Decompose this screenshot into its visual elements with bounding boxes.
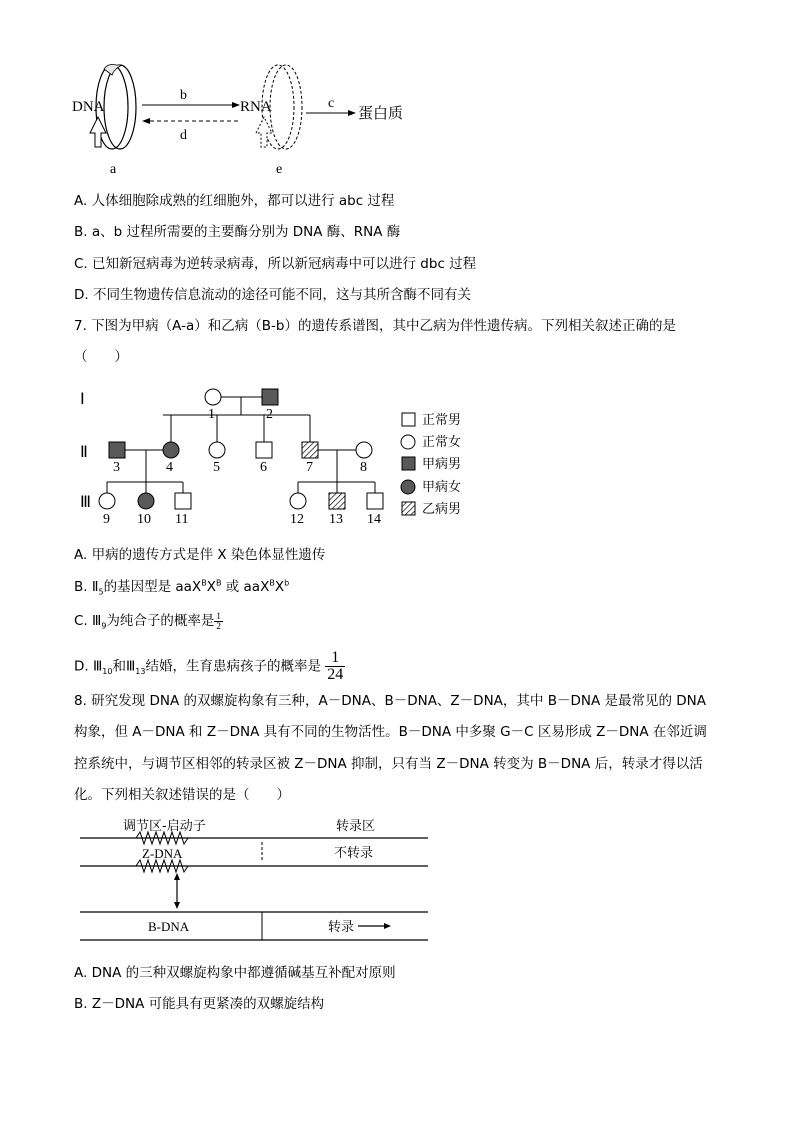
central-dogma-figure xyxy=(60,55,440,180)
reverse-arrow-icon xyxy=(256,117,272,147)
q7-option-c: C. $Ⅲ_9$为纯合子的概率是 $\frac{1}{2}$ xyxy=(74,610,221,631)
q6-option-b: B. a、b 过程所需要的主要酶分别为 DNA 酶、RNA 酶 xyxy=(74,224,401,240)
individual-1 xyxy=(205,389,221,405)
label-a: a xyxy=(110,162,117,177)
individual-11 xyxy=(175,493,191,509)
number-11: 11 xyxy=(175,512,189,527)
down-arrow-icon xyxy=(174,902,180,909)
fraction-one-twentyfourth: $\frac{1}{24}$ xyxy=(327,649,344,683)
q7-option-a: A. 甲病的遗传方式是伴 X 染色体显性遗传 xyxy=(74,547,326,563)
legend-normal-female: 正常女 xyxy=(422,435,462,450)
label-b: b xyxy=(180,88,187,103)
zdna-bdna-figure xyxy=(78,812,438,952)
transcription-label: 转录 xyxy=(328,920,355,935)
number-1: 1 xyxy=(208,407,215,422)
no-transcription-label: 不转录 xyxy=(334,846,374,861)
q7-stem-line1: 7. 下图为甲病（A-a）和乙病（B-b）的遗传系谱图，其中乙病为伴性遗传病。下列相关叙述正确的是 xyxy=(74,318,676,334)
bdna-label: B-DNA xyxy=(148,919,190,934)
generation-2-label: Ⅱ xyxy=(80,444,88,461)
q6-option-c: C. 已知新冠病毒为逆转录病毒，所以新冠病毒中可以进行 dbc 过程 xyxy=(74,256,477,272)
zdna-label: Z-DNA xyxy=(142,846,183,861)
fraction-one-half: $\frac{1}{2}$ xyxy=(216,610,221,631)
individual-7 xyxy=(302,442,318,458)
number-6: 6 xyxy=(260,460,267,475)
legend-disease-a-male: 甲病男 xyxy=(422,457,462,472)
individual-6 xyxy=(256,442,272,458)
individual-5 xyxy=(209,442,225,458)
number-13: 13 xyxy=(329,512,343,527)
q8-option-b: B. Z－DNA 可能具有更紧凑的双螺旋结构 xyxy=(74,996,325,1012)
dna-label: DNA xyxy=(72,99,105,115)
pedigree-legend xyxy=(401,412,461,517)
label-c: c xyxy=(328,96,335,111)
q8-stem-line3: 控系统中，与调节区相邻的转录区被 Z－DNA 抑制，只有当 Z－DNA 转变为 B－DNA 后，转录才得以活 xyxy=(74,756,703,772)
number-14: 14 xyxy=(367,512,381,527)
number-12: 12 xyxy=(290,512,304,527)
pedigree-chart xyxy=(70,380,490,530)
legend-normal-male-icon xyxy=(402,413,415,426)
q6-option-d: D. 不同生物遗传信息流动的途径可能不同，这与其所含酶不同有关 xyxy=(74,287,471,303)
legend-disease-a-male-icon xyxy=(402,457,415,470)
number-10: 10 xyxy=(137,512,151,527)
q8-stem-line2: 构象，但 A－DNA 和 Z－DNA 具有不同的生物活性。B－DNA 中多聚 G－C 区易形成 Z－DNA 在邻近调 xyxy=(74,724,707,740)
individual-12 xyxy=(290,493,306,509)
number-8: 8 xyxy=(360,460,367,475)
individual-3 xyxy=(109,442,125,458)
arrow-b-icon xyxy=(232,102,240,108)
legend-disease-a-female: 甲病女 xyxy=(422,480,462,495)
transcription-region-label: 转录区 xyxy=(336,819,376,834)
transcription-arrow-icon xyxy=(384,923,391,929)
number-7: 7 xyxy=(306,460,313,475)
arrow-c-icon xyxy=(348,110,356,116)
q7-stem-line2: （ ） xyxy=(74,349,128,365)
q6-option-a: A. 人体细胞除成熟的红细胞外，都可以进行 abc 过程 xyxy=(74,193,395,209)
legend-normal-female-icon xyxy=(401,435,415,449)
individual-13 xyxy=(329,493,345,509)
number-9: 9 xyxy=(103,512,110,527)
number-2: 2 xyxy=(266,407,273,422)
individual-4 xyxy=(163,442,179,458)
number-4: 4 xyxy=(166,460,173,475)
q7-option-d: D. $Ⅲ_{10}$和$Ⅲ_{13}$结婚，生育患病孩子的概率是 $\frac{1}{24}$ xyxy=(74,649,344,683)
number-3: 3 xyxy=(113,460,120,475)
rna-label: RNA xyxy=(240,99,272,115)
protein-label: 蛋白质 xyxy=(358,104,404,122)
label-d: d xyxy=(180,128,187,143)
legend-normal-male: 正常男 xyxy=(422,413,462,428)
label-e: e xyxy=(276,162,283,177)
q8-stem-line1: 8. 研究发现 DNA 的双螺旋构象有三种，A－DNA、B－DNA、Z－DNA，其中 B－DNA 是最常见的 DNA xyxy=(74,693,707,709)
up-arrow-icon xyxy=(174,873,180,880)
generation-1-label: Ⅰ xyxy=(80,391,85,408)
individual-9 xyxy=(99,493,115,509)
arrow-d-icon xyxy=(142,118,150,124)
number-5: 5 xyxy=(213,460,220,475)
q8-stem-line4: 化。下列相关叙述错误的是（ ） xyxy=(74,787,290,803)
legend-disease-b-male-icon xyxy=(402,502,415,515)
regulatory-region-label: 调节区-启动子 xyxy=(123,819,206,834)
generation-3-label: Ⅲ xyxy=(80,494,92,511)
q7-option-b: B. $Ⅱ_5$的基因型是 $aaX^BX^B$ 或 $aaX^BX^b$ xyxy=(74,578,290,597)
individual-2 xyxy=(262,389,278,405)
individual-8 xyxy=(356,442,372,458)
q8-option-a: A. DNA 的三种双螺旋构象中都遵循碱基互补配对原则 xyxy=(74,965,396,981)
individual-10 xyxy=(138,493,154,509)
legend-disease-b-male: 乙病男 xyxy=(422,502,462,517)
individual-14 xyxy=(367,493,383,509)
legend-disease-a-female-icon xyxy=(401,480,415,494)
